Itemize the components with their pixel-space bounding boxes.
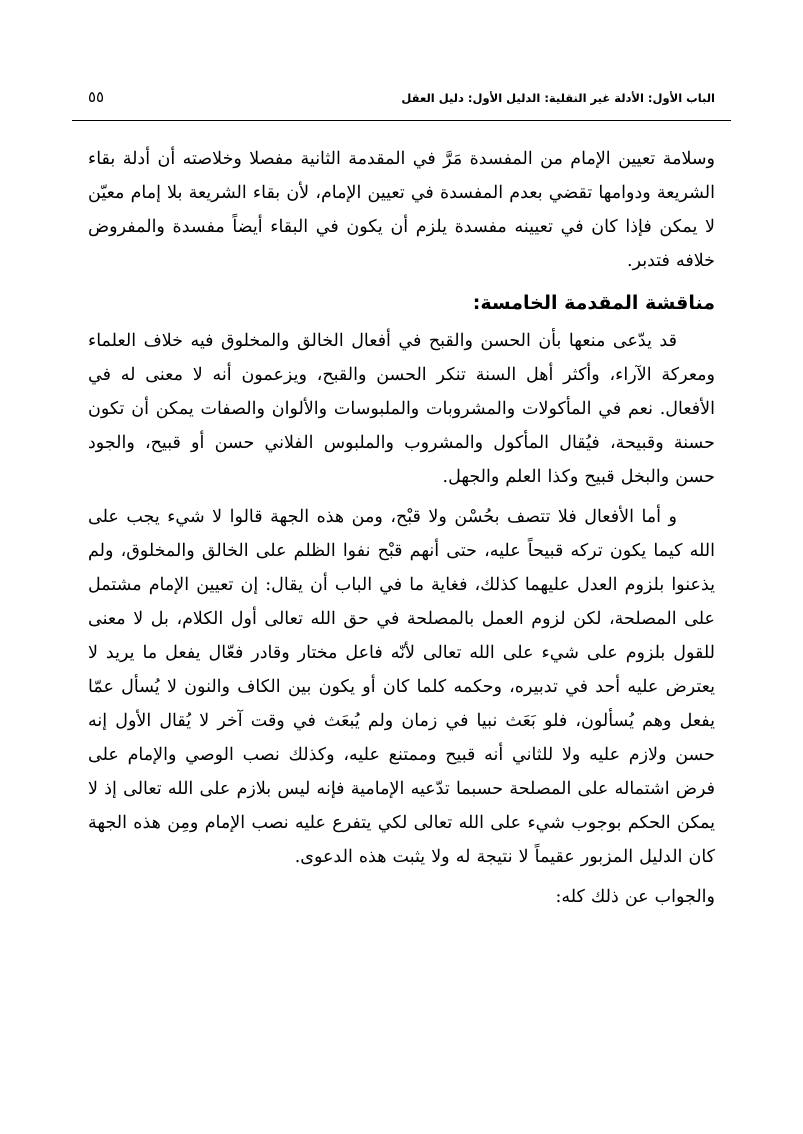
paragraph-3: والجواب عن ذلك كله: (555, 887, 715, 907)
header-row (88, 88, 715, 106)
page-body (88, 142, 715, 920)
paragraph-intro: وسلامة تعيين الإمام من المفسدة مَرَّ في المقدمة الثانية مفصلا وخلاصته أن أدلة بقاء الشريعة ودوامها تقضي بعدم المفسدة في تعيين الإمام، لأن بقاء الشريعة بلا إمام معيّن لا يمكن فإذا كان في تعيينه مفسدة يلزم أن يكون في البقاء أيضاً مفسدة والمفروض خلافه فتدبر. (88, 149, 715, 271)
page-header (88, 88, 715, 122)
running-title: الباب الأول: الأدلة غير النقلية: الدليل الأول: دليل العقل (401, 91, 715, 105)
header-divider (72, 120, 731, 121)
paragraph-1: قد يدّعى منعها بأن الحسن والقبح في أفعال الخالق والمخلوق فيه خلاف العلماء ومعركة الآراء، وأكثر أهل السنة تنكر الحسن والقبح، ويزعمون أنه لا معنى له في الأفعال. نعم في المأكولات والمشروبات والملبوسات والألوان والصفات يمكن أن تكون حسنة وقبيحة، فيُقال المأكول والمشروب والملبوس الفلاني حسن أو قبيح، والجود حسن والبخل قبيح وكذا العلم والجهل. (88, 331, 715, 487)
page-number: ٥٥ (88, 88, 105, 106)
section-heading: مناقشة المقدمة الخامسة: (472, 292, 715, 314)
paragraph-2: و أما الأفعال فلا تتصف بحُسْن ولا قبْح، ومن هذه الجهة قالوا لا شيء يجب على الله كيما يكون تركه قبيحاً عليه، حتى أنهم قبْح نفوا الظلم على الخالق والمخلوق، ولم يذعنوا بلزوم العدل عليهما كذلك، فغاية ما في الباب أن يقال: إن تعيين الإمام مشتمل على المصلحة، لكن لزوم العمل بالمصلحة في حق الله تعالى أول الكلام، بل لا معنى للقول بلزوم على شيء على الله تعالى لأنّه فاعل مختار وقادر فعّال يفعل ما يريد لا يعترض عليه أحد في تدبيره، وحكمه كلما كان أو يكون بين الكاف والنون لا يُسأل عمّا يفعل وهم يُسألون، فلو بَعَث نبيا في زمان ولم يُبعَث في وقت آخر لا يُقال الأول إنه حسن ولازم عليه ولا للثاني أنه قبيح وممتنع عليه، وكذلك نصب الوصي والإمام على فرض اشتماله على المصلحة حسبما تدّعيه الإمامية فإنه ليس بلازم على الله تعالى إذ لا يمكن الحكم بوجوب شيء على الله تعالى لكي يتفرع عليه نصب الإمام ومِن هذه الجهة كان الدليل المزبور عقيماً لا نتيجة له ولا يثبت هذه الدعوى. (88, 507, 715, 867)
